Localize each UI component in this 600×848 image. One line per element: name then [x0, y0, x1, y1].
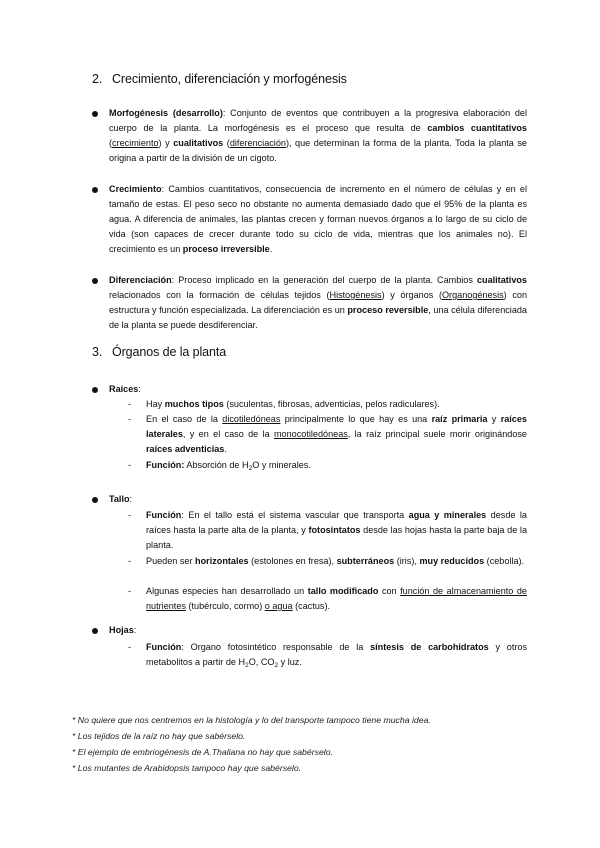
- section-number: 2.: [92, 72, 103, 86]
- bullet-icon: [92, 111, 98, 117]
- paragraph-crecimiento: Crecimiento: Cambios cuantitativos, consecuencia de incremento en el número de células y en el tamaño de estas. El peso seco no obstante no aumenta demasiado dado que el 95% de la planta es agua. A diferencia de animales, las plantas crecen y forman nuevos órganos a lo largo de su ciclo de vida (son capaces de crecer durante todo su ciclo de vida, mientras que los animales no). El crecimiento es un proceso irreversible.: [109, 184, 527, 254]
- dash-marker: -: [128, 414, 132, 424]
- footnote: * Los mutantes de Arabidopsis tampoco hay que sabérselo.: [72, 763, 302, 773]
- footnote: * El ejemplo de embriogénesis de A.Thaliana no hay que sabérselo.: [72, 747, 333, 757]
- section-heading-2: [92, 72, 347, 86]
- section-number: 3.: [92, 345, 103, 359]
- dash-marker: -: [128, 460, 132, 470]
- tallo-item-1: Función: En el tallo está el sistema vascular que transporta agua y minerales desde la raíces hasta la parte alta de la planta, y fotosintatos desde las hojas hasta la parte baja de la planta.: [146, 510, 527, 550]
- section-heading-3: [92, 345, 226, 359]
- raices-item-1: Hay muchos tipos (suculentas, fibrosas, adventicias, pelos radiculares).: [146, 399, 440, 409]
- paragraph-diferenciacion: Diferenciación: Proceso implicado en la generación del cuerpo de la planta. Cambios cualitativos relacionados con la formación de células tejidos (Histogénesis) y órganos (Organogénesis) con estructura y función especializada. La diferenciación es un proceso reversible, una célula diferenciada de la planta se puede desdiferenciar.: [109, 275, 528, 330]
- dash-marker: -: [128, 642, 132, 652]
- tallo-item-3: Algunas especies han desarrollado un tallo modificado con función de almacenamiento de nutrientes (tubérculo, cormo) o agua (cactus).: [146, 586, 527, 611]
- bullet-icon: [92, 497, 98, 503]
- raices-item-2: En el caso de la dicotiledóneas principalmente lo que hay es una raíz primaria y raíces laterales, y en el caso de la monocotiledóneas, la raíz principal suele morir originándose raíces adventicias.: [146, 414, 527, 454]
- section-title: Órganos de la planta: [112, 345, 227, 359]
- footnote: * No quiere que nos centremos en la histología y lo del transporte tampoco tiene mucha idea.: [72, 715, 431, 725]
- hojas-item-1: Función: Organo fotosintético responsable de la síntesis de carbohidratos y otros metabolitos a partir de $H_2O$, $CO_2$ y luz.: [146, 642, 527, 669]
- tallo-item-2: Pueden ser horizontales (estolones en fresa), subterráneos (iris), muy reducidos (cebolla).: [146, 556, 525, 566]
- section-title: Crecimiento, diferenciación y morfogénesis: [112, 72, 347, 86]
- bullet-icon: [92, 628, 98, 634]
- label-tallo: Tallo:: [109, 494, 133, 504]
- label-raices: Raíces:: [109, 384, 141, 394]
- bullet-icon: [92, 187, 98, 193]
- bullet-icon: [92, 278, 98, 284]
- footnote: * Los tejidos de la raíz no hay que sabérselo.: [72, 731, 246, 741]
- bullet-icon: [92, 387, 98, 393]
- label-hojas: Hojas:: [109, 625, 137, 635]
- dash-marker: -: [128, 556, 132, 566]
- dash-marker: -: [128, 399, 132, 409]
- raices-item-3: Función: Absorción de $H_2O$ y minerales.: [146, 460, 311, 472]
- dash-marker: -: [128, 586, 132, 596]
- dash-marker: -: [128, 510, 132, 520]
- paragraph-morfogenesis: Morfogénesis (desarrollo): Conjunto de eventos que contribuyen a la progresiva elaboración del cuerpo de la planta. La morfogénesis es el proceso que resulta de cambios cuantitativos (crecimiento) y cualitativos (diferenciación), que determinan la forma de la planta. Toda la planta se origina a partir de la división de un cigoto.: [109, 108, 528, 163]
